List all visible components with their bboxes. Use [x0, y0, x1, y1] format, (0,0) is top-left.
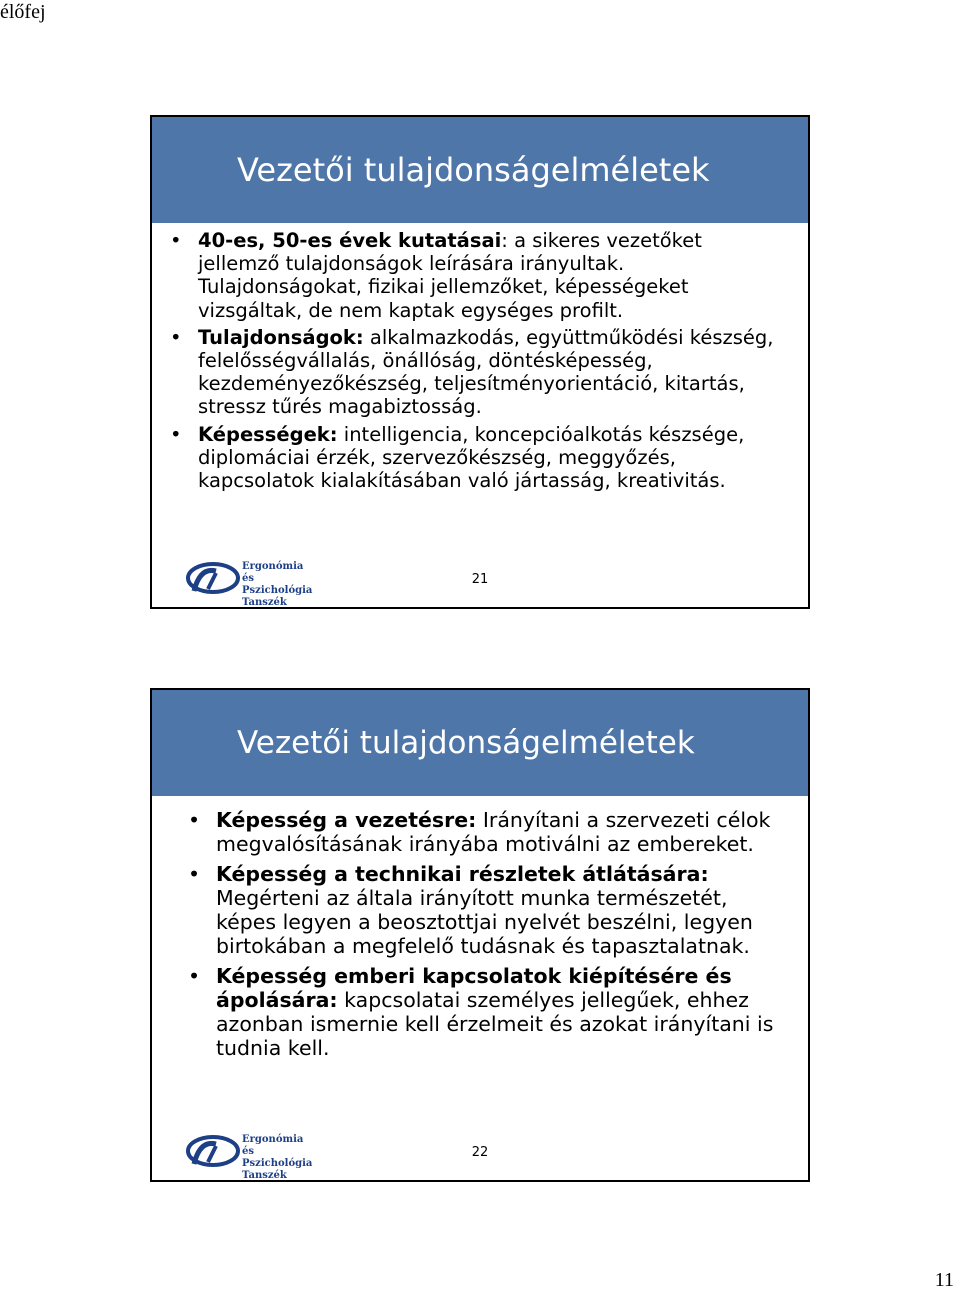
slide-21	[150, 115, 810, 609]
logo-line: Pszichológia	[242, 585, 313, 596]
bullet-bold: Képesség emberi kapcsolatok kiépítésére és ápolására:	[216, 964, 732, 1012]
bullet-text: Megérteni az általa irányított munka természetét, képes legyen a beosztottjai nyelvét beszélni, legyen birtokában a megfelelő tudásnak és tapasztalatnak.	[216, 886, 753, 958]
slide-title-bar	[152, 117, 808, 223]
logo-line: Ergonómia és	[242, 561, 304, 584]
slide-number: 22	[471, 1145, 489, 1160]
bullet-icon: •	[170, 229, 182, 252]
bullet-text: Irányítani a szervezeti célok megvalósításának irányába motiválni az embereket.	[216, 808, 771, 856]
bullet-bold: Tulajdonságok:	[198, 325, 364, 349]
bullet-bold: Képesség a vezetésre:	[216, 808, 477, 832]
bullet-icon: •	[188, 862, 201, 886]
bullet-icon: •	[188, 808, 201, 832]
logo-line: Tanszék	[242, 597, 287, 608]
bullet-icon: •	[170, 325, 182, 349]
list-item	[170, 326, 788, 419]
list-item	[188, 964, 788, 1060]
bullet-list	[188, 808, 788, 1066]
logo-line: Ergonómia és	[242, 1134, 304, 1157]
slide-title-bar	[152, 690, 808, 796]
bullet-bold: Képességek:	[198, 422, 338, 446]
list-item	[188, 862, 788, 958]
slide-number: 21	[471, 572, 489, 587]
slide-title: Vezetői tulajdonságelméletek	[237, 151, 710, 189]
bullet-icon: •	[188, 964, 201, 988]
page-number: 11	[934, 1269, 954, 1291]
list-item	[188, 808, 788, 856]
list-item	[170, 423, 788, 493]
bullet-text: : a sikeres vezetőket jellemző tulajdonságok leírására irányultak. Tulajdonságokat, fizikai jellemzőket, képességeket vizsgáltak, de nem kaptak egységes profilt.	[198, 229, 702, 322]
bullet-bold: 40-es, 50-es évek kutatásai	[198, 229, 502, 252]
bullet-list	[170, 229, 788, 496]
bullet-bold: Képesség a technikai részletek átlátására:	[216, 862, 709, 886]
slide-title: Vezetői tulajdonságelméletek	[237, 725, 695, 761]
slide-22	[150, 688, 810, 1182]
bullet-icon: •	[170, 422, 182, 446]
bullet-text: kapcsolatai személyes jellegűek, ehhez azonban ismernie kell érzelmeit és azokat irányítani is tudnia kell.	[216, 988, 774, 1060]
list-item	[170, 229, 788, 322]
bullet-text: alkalmazkodás, együttműködési készség, felelősségvállalás, önállóság, döntésképesség, kezdeményezőkészség, teljesítményorientáció, kitartás, stressz tűrés magabiztosság.	[198, 325, 774, 419]
logo-line: Tanszék	[242, 1170, 287, 1181]
logo-line: Pszichológia	[242, 1158, 313, 1169]
page-header: élőfej	[0, 1, 46, 23]
bullet-text: intelligencia, koncepcióalkotás készsége, diplomáciai érzék, szervezőkészség, meggyőzés, kapcsolatok kialakításában való jártasság, kreativitás.	[198, 422, 745, 493]
